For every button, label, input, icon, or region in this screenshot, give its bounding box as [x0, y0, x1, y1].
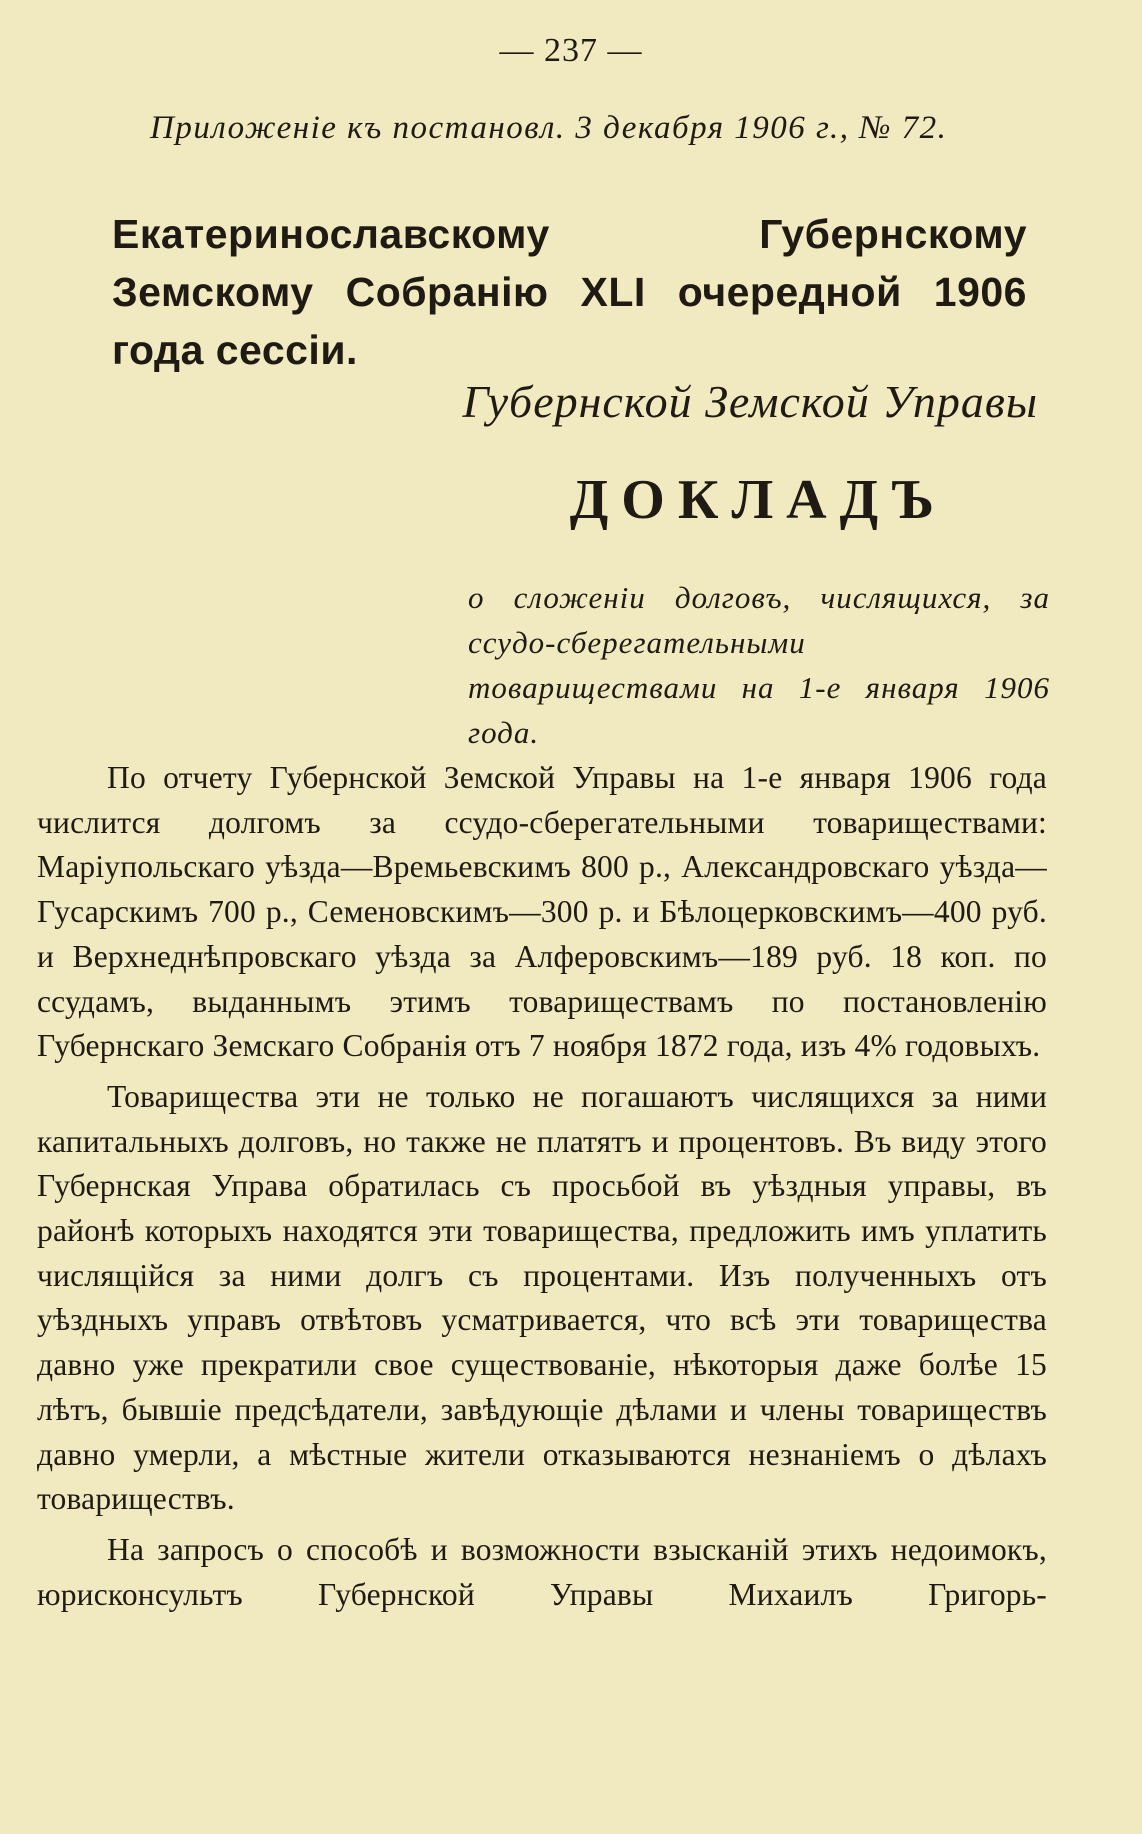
document-title: ДОКЛАДЪ — [569, 469, 947, 531]
paragraph-2: Товарищества эти не только не погашаютъ числящихся за ними капитальныхъ долговъ, но также не платятъ и процентовъ. Въ виду этого Губернская Управа обратилась съ просьбой въ уѣздныя управы, въ районѣ которыхъ находятся эти товарищества, предложить имъ уплатить числящійся за ними долгъ съ процентами. Изъ полученныхъ отъ уѣздныхъ управъ отвѣтовъ усматривается, что всѣ эти товарищества давно уже прекратили свое существованіе, нѣкоторыя даже болѣе 15 лѣтъ, бывшіе предсѣдатели, завѣдующіе дѣлами и члены товариществъ давно умерли, а мѣстные жители отказываются незнаніемъ о дѣлахъ товариществъ. — [37, 1078, 1047, 1517]
issuing-authority: Губернской Земской Управы — [462, 376, 1038, 427]
addressee-heading: Екатеринославскому Губернскому Земскому Собранію XLI очередной 1906 года сессіи. — [112, 211, 1027, 373]
report-subject: о сложеніи долговъ, числящихся, за ссудо-сберегательными товариществами на 1-е января 1906 года. — [468, 580, 1050, 750]
appendix-note: Приложеніе къ постановл. 3 декабря 1906 г., № 72. — [150, 110, 948, 146]
paragraph-3: На запросъ о способѣ и возможности взысканій этихъ недоимокъ, юрисконсультъ Губернской Управы Михаилъ Григорь- — [37, 1531, 1047, 1612]
page-number: — 237 — — [499, 32, 643, 69]
body-text — [37, 756, 1047, 1623]
paragraph-1: По отчету Губернской Земской Управы на 1-е января 1906 года числится долгомъ за ссудо-сберегательными товариществами: Маріупольскаго уѣзда—Времьевскимъ 800 р., Александровскаго уѣзда—Гусарскимъ 700 р., Семеновскимъ—300 р. и Бѣлоцерковскимъ—400 руб. и Верхнеднѣпровскаго уѣзда за Алферовскимъ—189 руб. 18 коп. по ссудамъ, выданнымъ этимъ товариществамъ по постановленію Губернскаго Земскаго Собранія отъ 7 ноября 1872 года, изъ 4% годовыхъ. — [37, 760, 1047, 1064]
